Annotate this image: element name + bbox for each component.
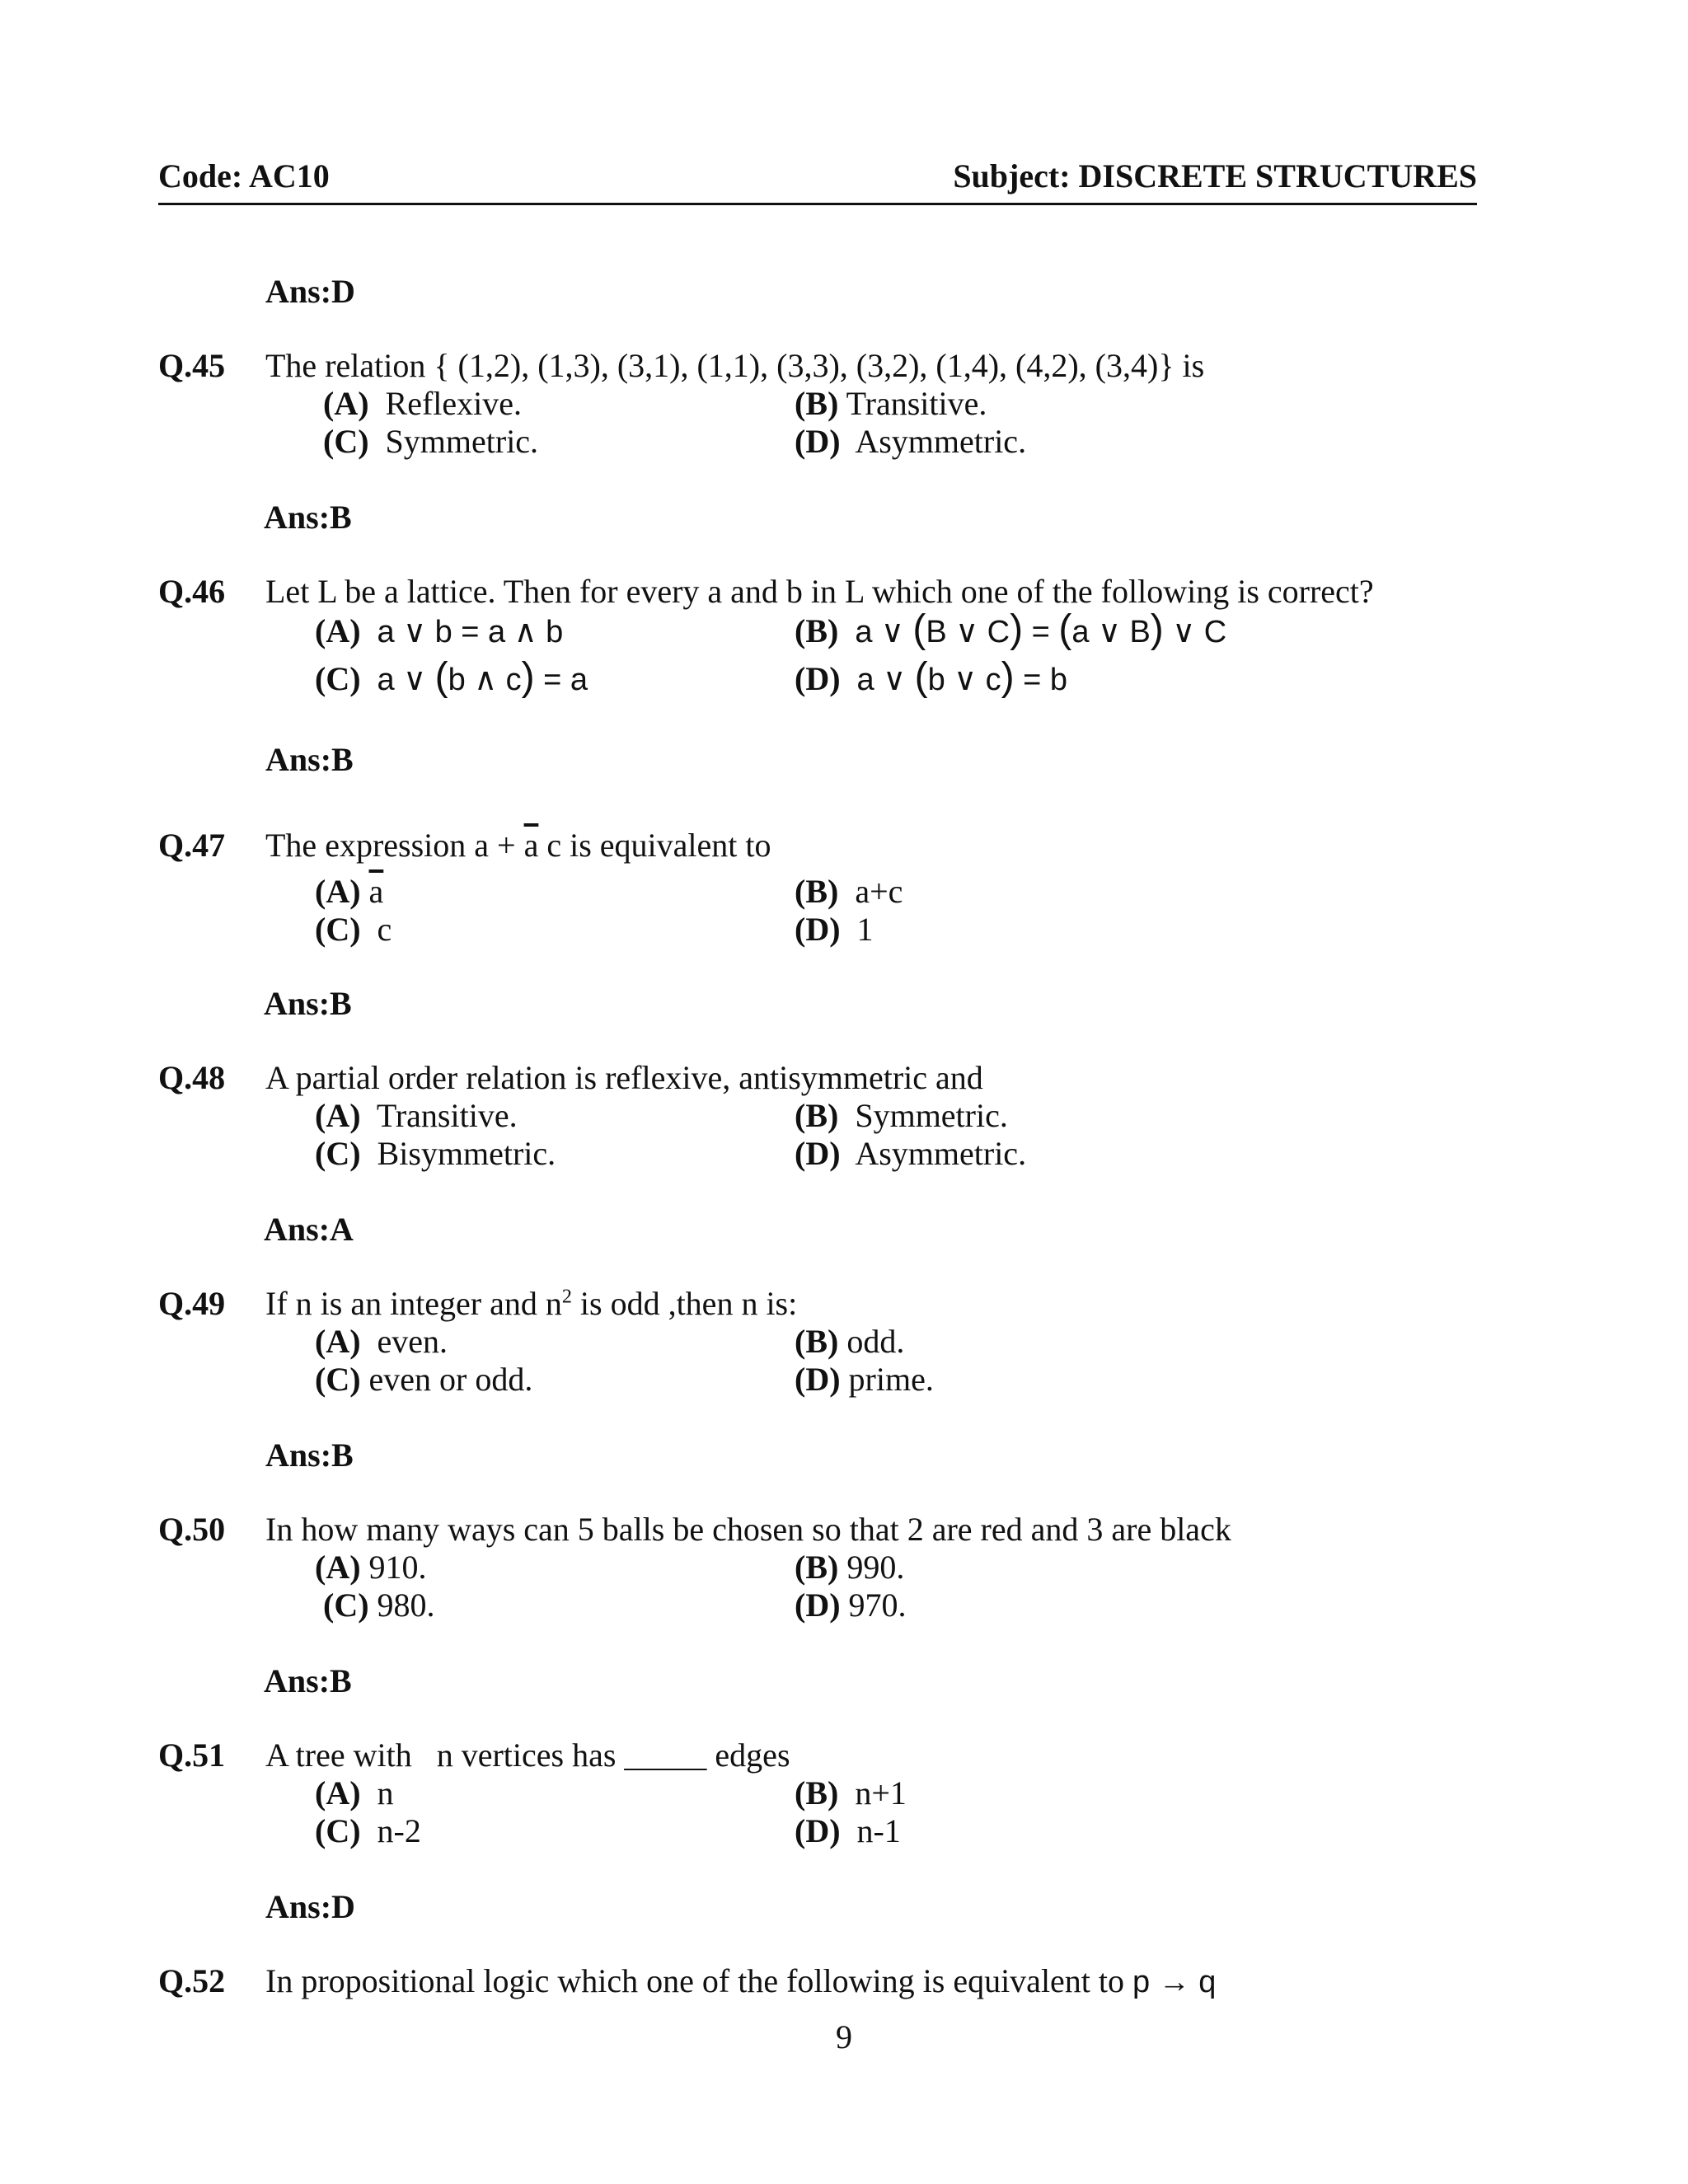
answer-q51: Ans:D [265, 1888, 355, 1925]
code-label: Code: AC10 [158, 157, 330, 194]
option-d: (D) 970. [795, 1586, 907, 1624]
option-a: (A) even. [315, 1323, 448, 1360]
option-c: (C) Bisymmetric. [315, 1135, 556, 1172]
question-stem: Let L be a lattice. Then for every a and b in L which one of the following is correct? [265, 573, 1374, 610]
answer-q48: Ans:A [264, 1211, 354, 1248]
option-d: (D) a ∨ (b ∨ c) = b [795, 655, 1068, 699]
question-number: Q.49 [158, 1285, 226, 1322]
option-a: (A) a ∨ b = a ∧ b [315, 612, 564, 649]
page-number: 9 [836, 2018, 852, 2055]
option-b: (B) odd. [795, 1323, 905, 1360]
option-b: (B) n+1 [795, 1774, 907, 1811]
option-a: (A) n [315, 1774, 394, 1811]
option-b: (B) a+c [795, 873, 903, 910]
question-stem: In propositional logic which one of the following is equivalent to p → q [265, 1962, 1217, 1999]
question-number: Q.50 [158, 1511, 226, 1548]
subject-label: Subject: DISCRETE STRUCTURES [953, 157, 1477, 194]
question-stem: The expression $a + \overline{a}$ c is equivalent to [265, 827, 771, 864]
question-stem: A tree with n vertices has _____ edges [265, 1736, 790, 1774]
option-a: (A) $\overline{a}$ [315, 873, 384, 910]
answer-q50: Ans:B [264, 1662, 352, 1699]
question-number: Q.47 [158, 827, 226, 864]
option-d: (D) n-1 [795, 1812, 901, 1849]
answer-q47: Ans:B [264, 985, 352, 1022]
answer-q45: Ans:B [264, 499, 352, 536]
question-stem: If n is an integer and $n^2$ is odd ,then n is: [265, 1285, 798, 1322]
option-d: (D) 1 [795, 911, 874, 948]
option-c: (C) a ∨ (b ∧ c) = a [315, 655, 588, 699]
question-number: Q.51 [158, 1736, 226, 1774]
option-c: (C) 980. [323, 1586, 435, 1624]
option-a: (A) Reflexive. [323, 385, 523, 422]
question-number: Q.45 [158, 347, 226, 384]
option-c: (C) c [315, 911, 392, 948]
page-header [158, 157, 1477, 205]
question-number: Q.48 [158, 1059, 226, 1096]
option-a: (A) Transitive. [315, 1097, 518, 1134]
question-stem: A partial order relation is reflexive, antisymmetric and [265, 1059, 983, 1096]
question-stem: The relation { (1,2), (1,3), (3,1), (1,1), (3,3), (3,2), (1,4), (4,2), (3,4)} is [265, 347, 1205, 384]
option-b: (B) Symmetric. [795, 1097, 1008, 1134]
option-b: (B) 990. [795, 1549, 905, 1586]
option-d: (D) Asymmetric. [795, 1135, 1027, 1172]
answer-q44: Ans:D [265, 273, 355, 310]
option-b: (B) Transitive. [795, 385, 987, 422]
answer-q46: Ans:B [265, 741, 354, 778]
option-c: (C) Symmetric. [323, 423, 539, 460]
question-number: Q.46 [158, 573, 226, 610]
option-d: (D) prime. [795, 1361, 934, 1398]
option-c: (C) even or odd. [315, 1361, 533, 1398]
option-a: (A) 910. [315, 1549, 427, 1586]
option-d: (D) Asymmetric. [795, 423, 1027, 460]
answer-q49: Ans:B [265, 1436, 354, 1474]
question-number: Q.52 [158, 1962, 226, 1999]
option-c: (C) n-2 [315, 1812, 421, 1849]
question-stem: In how many ways can 5 balls be chosen so that 2 are red and 3 are black [265, 1511, 1231, 1548]
option-b: (B) a ∨ (B ∨ C) = (a ∨ B) ∨ C [795, 607, 1227, 651]
